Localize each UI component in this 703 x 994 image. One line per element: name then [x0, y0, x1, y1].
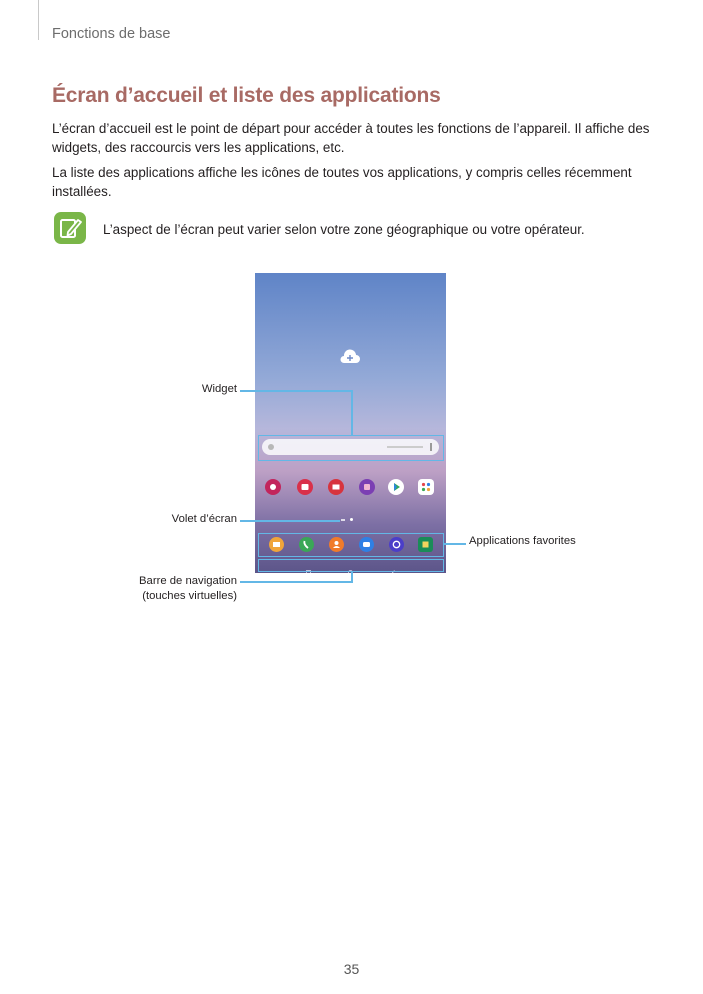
store-app-icon[interactable] [359, 479, 375, 495]
volet-label: Volet d’écran [171, 513, 237, 525]
nav-callout-line [240, 581, 353, 583]
paragraph-2: La liste des applications affiche les icônes de toutes vos applications, y compris celles récemment installées. [52, 165, 632, 199]
header-rule [38, 0, 39, 40]
volet-callout-line [240, 520, 340, 522]
note-text: L’aspect de l’écran peut varier selon votre zone géographique ou votre opérateur. [103, 222, 585, 237]
camera-app-icon[interactable] [297, 479, 313, 495]
page-title: Écran d’accueil et liste des applications [52, 84, 441, 107]
favorites-callout-line [444, 543, 466, 545]
play-store-icon[interactable] [388, 479, 404, 495]
widget-callout-line [240, 390, 352, 392]
page-indicator-dot [350, 518, 353, 521]
page-number: 35 [343, 961, 360, 977]
mail-app-icon[interactable] [328, 479, 344, 495]
note-pencil-icon [54, 212, 86, 244]
folder-app-icon[interactable] [418, 479, 434, 495]
widget-label: Widget [201, 383, 237, 395]
favorites-label: Applications favorites [469, 535, 576, 547]
section-header: Fonctions de base [52, 26, 171, 42]
page-indicator-home [341, 519, 345, 521]
flower-app-icon[interactable] [265, 479, 281, 495]
paragraph-1: L’écran d’accueil est le point de départ pour accéder à toutes les fonctions de l’appareil. Il affiche des widgets, des raccourcis vers les applications, etc. [52, 121, 650, 155]
navigation-bar-label [139, 574, 237, 604]
cloud-add-icon [339, 349, 361, 365]
widget-callout-line-vertical [351, 390, 353, 436]
widget-highlight [258, 435, 444, 461]
navigation-bar-label-line2: (touches virtuelles) [142, 590, 237, 602]
favorites-highlight [258, 533, 444, 557]
navigation-bar-label-line1: Barre de navigation [139, 575, 237, 587]
